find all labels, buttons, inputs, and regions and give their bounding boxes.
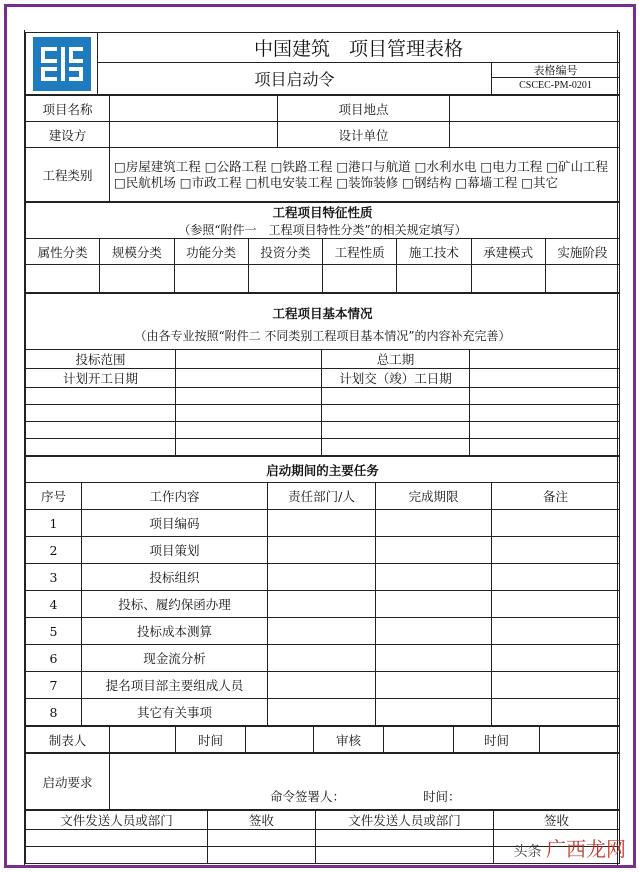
task-no: 4 <box>26 591 82 618</box>
planned-start-label: 计划开工日期 <box>26 369 176 388</box>
task-dept-field[interactable] <box>268 564 376 591</box>
task-col-header: 完成期限 <box>376 483 492 510</box>
task-content: 现金流分析 <box>82 645 268 672</box>
project-location-field[interactable] <box>450 96 620 122</box>
task-deadline-field[interactable] <box>376 699 492 726</box>
feature-col-header: 功能分类 <box>174 239 248 265</box>
design-unit-field[interactable] <box>450 122 620 148</box>
basic-cell[interactable] <box>176 405 322 422</box>
task-col-header: 责任部门/人 <box>268 483 376 510</box>
basic-title: 工程项目基本情况 <box>26 294 620 322</box>
task-content: 投标、履约保函办理 <box>82 591 268 618</box>
builder-field[interactable] <box>110 122 278 148</box>
task-content: 投标组织 <box>82 564 268 591</box>
review-field[interactable] <box>384 727 454 753</box>
basic-cell[interactable] <box>176 388 322 405</box>
task-remark-field[interactable] <box>492 645 620 672</box>
task-deadline-field[interactable] <box>376 537 492 564</box>
task-col-header: 序号 <box>26 483 82 510</box>
form-sheet <box>24 30 618 868</box>
task-deadline-field[interactable] <box>376 564 492 591</box>
distribution-cell[interactable] <box>26 830 208 847</box>
project-name-label: 项目名称 <box>26 96 110 122</box>
features-note: （参照“附件一 工程项目特性分类”的相关规定填写） <box>26 221 620 239</box>
signer-label: 命令签署人： <box>270 789 346 804</box>
task-deadline-field[interactable] <box>376 672 492 699</box>
table-row <box>26 618 620 645</box>
project-info-table <box>25 95 620 202</box>
basic-cell[interactable] <box>26 439 176 456</box>
task-remark-field[interactable] <box>492 510 620 537</box>
basic-cell[interactable] <box>26 422 176 439</box>
basic-cell[interactable] <box>470 388 620 405</box>
maker-label: 制表人 <box>26 727 110 753</box>
feature-cell[interactable] <box>471 265 545 293</box>
feature-col-header: 工程性质 <box>323 239 397 265</box>
basic-info-table <box>25 293 620 456</box>
form-subtitle: 项目启动令 <box>98 63 492 95</box>
basic-cell[interactable] <box>322 405 470 422</box>
table-row <box>26 672 620 699</box>
feature-cell[interactable] <box>248 265 322 293</box>
task-deadline-field[interactable] <box>376 645 492 672</box>
features-table <box>25 202 620 293</box>
task-content: 其它有关事项 <box>82 699 268 726</box>
category-options[interactable]: □房屋建筑工程 □公路工程 □铁路工程 □港口与航道 □水利水电 □电力工程 □矿山工程 □民航机场 □市政工程 □机电安装工程 □装饰装修 □钢结构 □幕墙工程 □其它 <box>110 148 620 202</box>
task-remark-field[interactable] <box>492 618 620 645</box>
review-time-field[interactable] <box>540 727 620 753</box>
task-dept-field[interactable] <box>268 591 376 618</box>
task-deadline-field[interactable] <box>376 618 492 645</box>
table-row <box>26 510 620 537</box>
task-dept-field[interactable] <box>268 672 376 699</box>
project-name-field[interactable] <box>110 96 278 122</box>
page-frame-bottom <box>4 865 636 868</box>
basic-cell[interactable] <box>470 405 620 422</box>
form-title: 中国建筑 项目管理表格 <box>98 33 620 63</box>
task-no: 3 <box>26 564 82 591</box>
basic-cell[interactable] <box>322 388 470 405</box>
feature-cell[interactable] <box>100 265 174 293</box>
form-code-cell <box>492 63 620 95</box>
planned-end-field[interactable] <box>470 369 620 388</box>
task-col-header: 备注 <box>492 483 620 510</box>
receipt-cell[interactable] <box>208 830 316 847</box>
feature-cell[interactable] <box>545 265 619 293</box>
table-row <box>26 699 620 726</box>
watermark-prefix: 头条 <box>513 844 542 860</box>
bid-scope-label: 投标范围 <box>26 350 176 369</box>
distribution-label: 文件发送人员或部门 <box>26 811 208 830</box>
task-content: 项目编码 <box>82 510 268 537</box>
feature-col-header: 施工技术 <box>397 239 471 265</box>
task-deadline-field[interactable] <box>376 510 492 537</box>
review-label: 审核 <box>314 727 384 753</box>
features-title: 工程项目特征性质 <box>26 203 620 222</box>
table-row <box>26 591 620 618</box>
sign-time-label: 时间： <box>423 789 461 804</box>
feature-col-header: 承建模式 <box>471 239 545 265</box>
task-remark-field[interactable] <box>492 537 620 564</box>
feature-cell[interactable] <box>26 265 100 293</box>
review-time-label: 时间 <box>454 727 540 753</box>
total-period-label: 总工期 <box>322 350 470 369</box>
watermark-brand: 广西龙网 <box>546 837 626 861</box>
tasks-table <box>25 456 620 726</box>
feature-col-header: 投资分类 <box>248 239 322 265</box>
feature-col-header: 属性分类 <box>26 239 100 265</box>
approval-table <box>25 726 620 753</box>
maker-field[interactable] <box>110 727 176 753</box>
basic-cell[interactable] <box>176 422 322 439</box>
total-period-field[interactable] <box>470 350 620 369</box>
receipt-label: 签收 <box>208 811 316 830</box>
task-content: 提名项目部主要组成人员 <box>82 672 268 699</box>
feature-cell[interactable] <box>397 265 471 293</box>
receipt-label: 签收 <box>494 811 620 830</box>
tasks-title: 启动期间的主要任务 <box>26 457 620 483</box>
table-row <box>26 537 620 564</box>
make-time-label: 时间 <box>176 727 246 753</box>
task-dept-field[interactable] <box>268 699 376 726</box>
planned-start-field[interactable] <box>176 369 322 388</box>
bid-scope-field[interactable] <box>176 350 322 369</box>
feature-cell[interactable] <box>323 265 397 293</box>
watermark <box>514 833 626 862</box>
feature-cell[interactable] <box>174 265 248 293</box>
task-dept-field[interactable] <box>268 510 376 537</box>
task-no: 1 <box>26 510 82 537</box>
basic-cell[interactable] <box>470 439 620 456</box>
basic-cell[interactable] <box>470 422 620 439</box>
distribution-cell[interactable] <box>316 847 494 864</box>
form-code-value: CSCEC-PM-0201 <box>519 80 592 91</box>
receipt-cell[interactable] <box>208 847 316 864</box>
basic-cell[interactable] <box>26 388 176 405</box>
task-col-header: 工作内容 <box>82 483 268 510</box>
task-remark-field[interactable] <box>492 672 620 699</box>
header-table <box>25 32 620 95</box>
task-remark-field[interactable] <box>492 591 620 618</box>
requirement-table <box>25 753 620 810</box>
feature-col-header: 规模分类 <box>100 239 174 265</box>
project-location-label: 项目地点 <box>278 96 450 122</box>
feature-col-header: 实施阶段 <box>545 239 619 265</box>
basic-cell[interactable] <box>176 439 322 456</box>
form-code-label: 表格编号 <box>492 63 619 78</box>
task-deadline-field[interactable] <box>376 591 492 618</box>
distribution-cell[interactable] <box>26 847 208 864</box>
make-time-field[interactable] <box>246 727 314 753</box>
design-unit-label: 设计单位 <box>278 122 450 148</box>
task-remark-field[interactable] <box>492 564 620 591</box>
distribution-label: 文件发送人员或部门 <box>316 811 494 830</box>
task-content: 投标成本测算 <box>82 618 268 645</box>
task-no: 2 <box>26 537 82 564</box>
basic-cell[interactable] <box>322 422 470 439</box>
cscec-logo-icon <box>33 37 91 91</box>
task-dept-field[interactable] <box>268 645 376 672</box>
task-no: 7 <box>26 672 82 699</box>
task-no: 6 <box>26 645 82 672</box>
planned-end-label: 计划交（竣）工日期 <box>322 369 470 388</box>
basic-cell[interactable] <box>322 439 470 456</box>
company-logo <box>26 33 98 95</box>
task-dept-field[interactable] <box>268 537 376 564</box>
requirement-label: 启动要求 <box>26 754 110 810</box>
category-label: 工程类别 <box>26 148 110 202</box>
distribution-cell[interactable] <box>316 830 494 847</box>
requirement-field[interactable] <box>110 754 620 810</box>
table-row <box>26 645 620 672</box>
builder-label: 建设方 <box>26 122 110 148</box>
task-dept-field[interactable] <box>268 618 376 645</box>
basic-cell[interactable] <box>26 405 176 422</box>
table-row <box>26 564 620 591</box>
task-content: 项目策划 <box>82 537 268 564</box>
task-no: 5 <box>26 618 82 645</box>
basic-note: （由各专业按照“附件二 不同类别工程项目基本情况”的内容补充完善） <box>26 322 620 350</box>
task-remark-field[interactable] <box>492 699 620 726</box>
task-no: 8 <box>26 699 82 726</box>
